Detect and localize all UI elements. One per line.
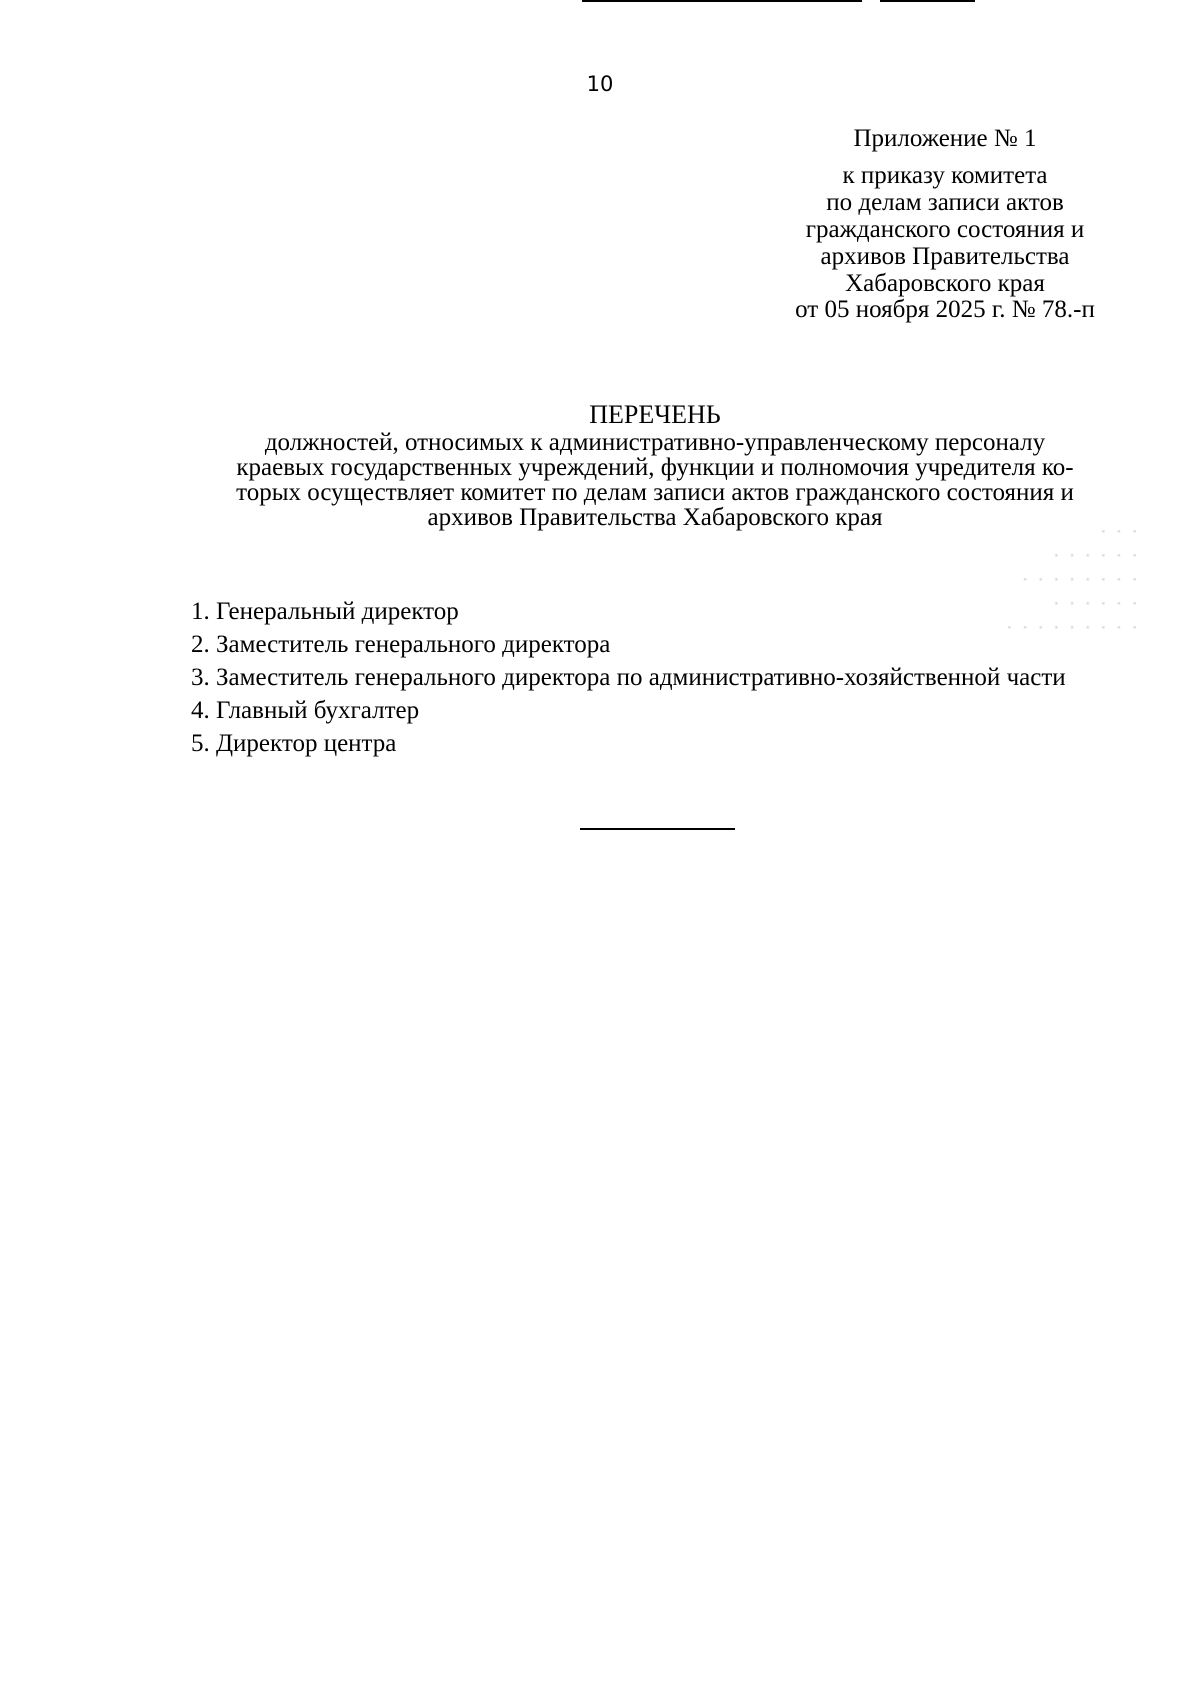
appendix-line: к приказу комитета <box>842 162 1048 189</box>
list-item: 1. Генеральный директор <box>191 598 459 625</box>
page-number: 10 <box>586 72 614 96</box>
list-item: 4. Главный бухгалтер <box>191 697 420 724</box>
list-item: 5. Директор центра <box>191 730 397 757</box>
list-title-line: торых осуществляет комитет по делам записи актов гражданского состояния и <box>236 479 1074 506</box>
appendix-date: от 05 ноября 2025 г. № 78.-п <box>795 296 1095 323</box>
appendix-line: гражданского состояния и <box>805 216 1085 243</box>
top-rule-short <box>880 0 975 2</box>
appendix-reference <box>750 162 1140 297</box>
appendix-line: архивов Правительства <box>820 243 1070 270</box>
positions-list <box>191 597 1136 762</box>
appendix-line: Хабаровского края <box>845 270 1045 297</box>
list-item: 3. Заместитель генерального директора по административно-хозяйственной части <box>191 664 1066 691</box>
list-item: 2. Заместитель генерального директора <box>191 631 611 658</box>
list-title-line: краевых государственных учреждений, функции и полномочия учредителя ко- <box>236 454 1074 481</box>
list-title-line: архивов Правительства Хабаровского края <box>427 504 883 531</box>
appendix-line: по делам записи актов <box>826 189 1064 216</box>
list-title <box>175 400 1135 530</box>
list-heading: ПЕРЕЧЕНЬ <box>589 400 721 429</box>
closing-rule <box>580 828 735 830</box>
list-title-line: должностей, относимых к административно-управленческому персоналу <box>264 429 1046 456</box>
appendix-title: Приложение № 1 <box>853 125 1037 152</box>
top-rule <box>582 0 862 2</box>
faded-stamp-imprint: · · · · · · · · · · · · · · · · · · · · · · · · · · · · · · · · <box>1006 521 1140 639</box>
